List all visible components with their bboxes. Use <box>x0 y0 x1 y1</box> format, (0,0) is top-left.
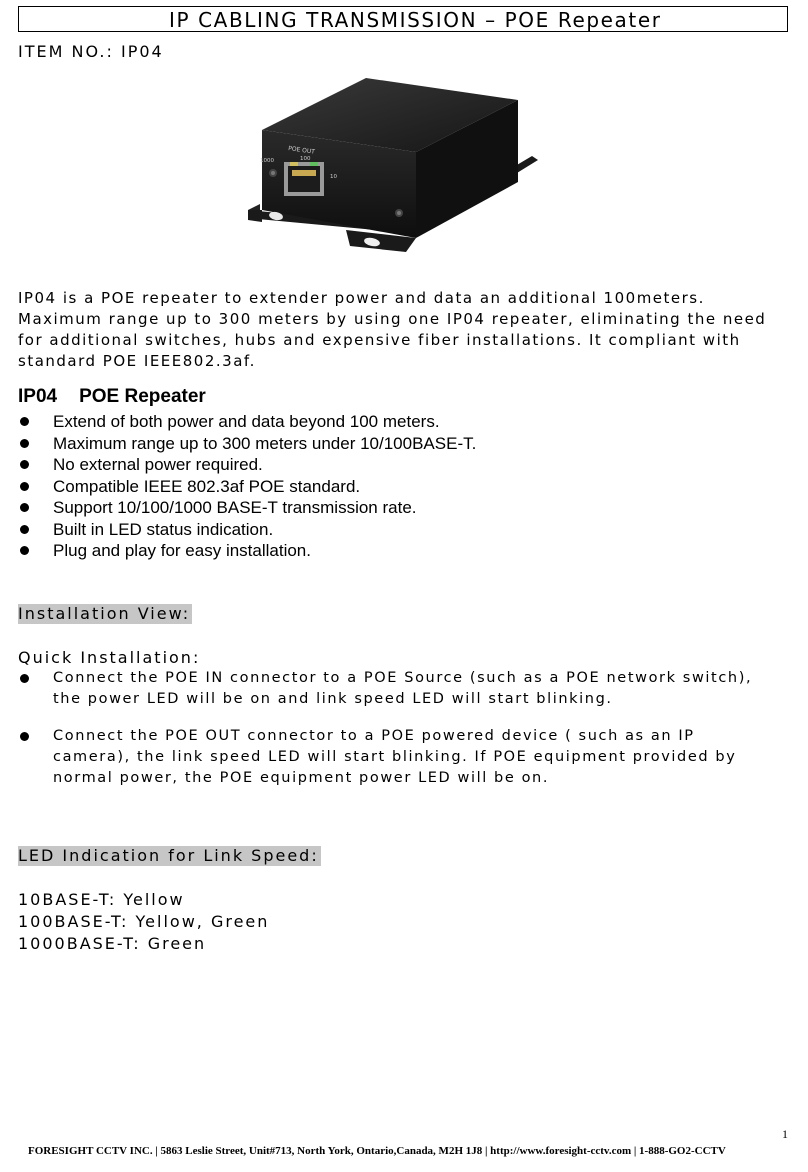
port-label-top: POE OUT <box>287 145 316 156</box>
installation-steps-2 <box>18 726 736 789</box>
led-indication-label: LED Indication for Link Speed: <box>18 846 319 865</box>
led-line: 1000BASE-T: Green <box>18 934 207 953</box>
footer-contact: FORESIGHT CCTV INC. | 5863 Leslie Street, Unit#713, North York, Ontario,Canada, M2H 1J8 | http://www.foresight-cctv.com | 1-888-GO2-CCTV <box>28 1145 726 1157</box>
port-label-left: 1000 <box>260 158 274 164</box>
led-line: 10BASE-T: Yellow <box>18 890 185 909</box>
features-list <box>18 411 476 562</box>
bullet-icon <box>20 732 29 741</box>
feature-item: Built in LED status indication. <box>18 519 476 541</box>
features-heading <box>18 386 206 408</box>
bullet-icon <box>20 417 29 426</box>
intro-line: IP04 is a POE repeater to extender power and data an additional 100meters. <box>18 289 705 307</box>
port-label-mid: 100 <box>300 156 311 162</box>
port-label-right: 10 <box>330 174 337 180</box>
bullet-icon <box>20 439 29 448</box>
intro-paragraph <box>18 288 798 372</box>
installation-step: Connect the POE OUT connector to a POE powered device ( such as an IP camera), the link speed LED will start blinking. If POE equipment provided by normal power, the POE equipment power LED will be on. <box>18 726 736 789</box>
installation-view-label: Installation View: <box>18 604 191 623</box>
bullet-icon <box>20 525 29 534</box>
intro-line: for additional switches, hubs and expensive fiber installations. It compliant with <box>18 331 741 349</box>
led-indication-list <box>18 889 269 955</box>
title-box <box>18 6 788 32</box>
item-number: ITEM NO.: IP04 <box>18 42 164 61</box>
intro-line: standard POE IEEE802.3af. <box>18 352 256 370</box>
feature-item: Support 10/100/1000 BASE-T transmission rate. <box>18 497 476 519</box>
bullet-icon <box>20 460 29 469</box>
feature-item: Maximum range up to 300 meters under 10/100BASE-T. <box>18 433 476 455</box>
feature-item: No external power required. <box>18 454 476 476</box>
feature-item: Extend of both power and data beyond 100 meters. <box>18 411 476 433</box>
document-title: IP CABLING TRANSMISSION – POE Repeater <box>169 8 662 32</box>
bullet-icon <box>20 503 29 512</box>
poe-repeater-photo <box>246 70 540 270</box>
intro-line: Maximum range up to 300 meters by using one IP04 repeater, eliminating the need <box>18 310 767 328</box>
feature-item: Plug and play for easy installation. <box>18 540 476 562</box>
bullet-icon <box>20 482 29 491</box>
features-model: IP04 <box>18 386 58 407</box>
bullet-icon <box>20 546 29 555</box>
installation-step: Connect the POE IN connector to a POE Source (such as a POE network switch), the power LED will be on and link speed LED will start blinking. <box>18 668 752 710</box>
bullet-icon <box>20 674 29 683</box>
installation-steps <box>18 668 752 710</box>
features-title: POE Repeater <box>79 386 206 407</box>
quick-installation-label: Quick Installation: <box>18 648 201 667</box>
page-number: 1 <box>782 1127 788 1141</box>
feature-item: Compatible IEEE 802.3af POE standard. <box>18 476 476 498</box>
led-line: 100BASE-T: Yellow, Green <box>18 912 270 931</box>
